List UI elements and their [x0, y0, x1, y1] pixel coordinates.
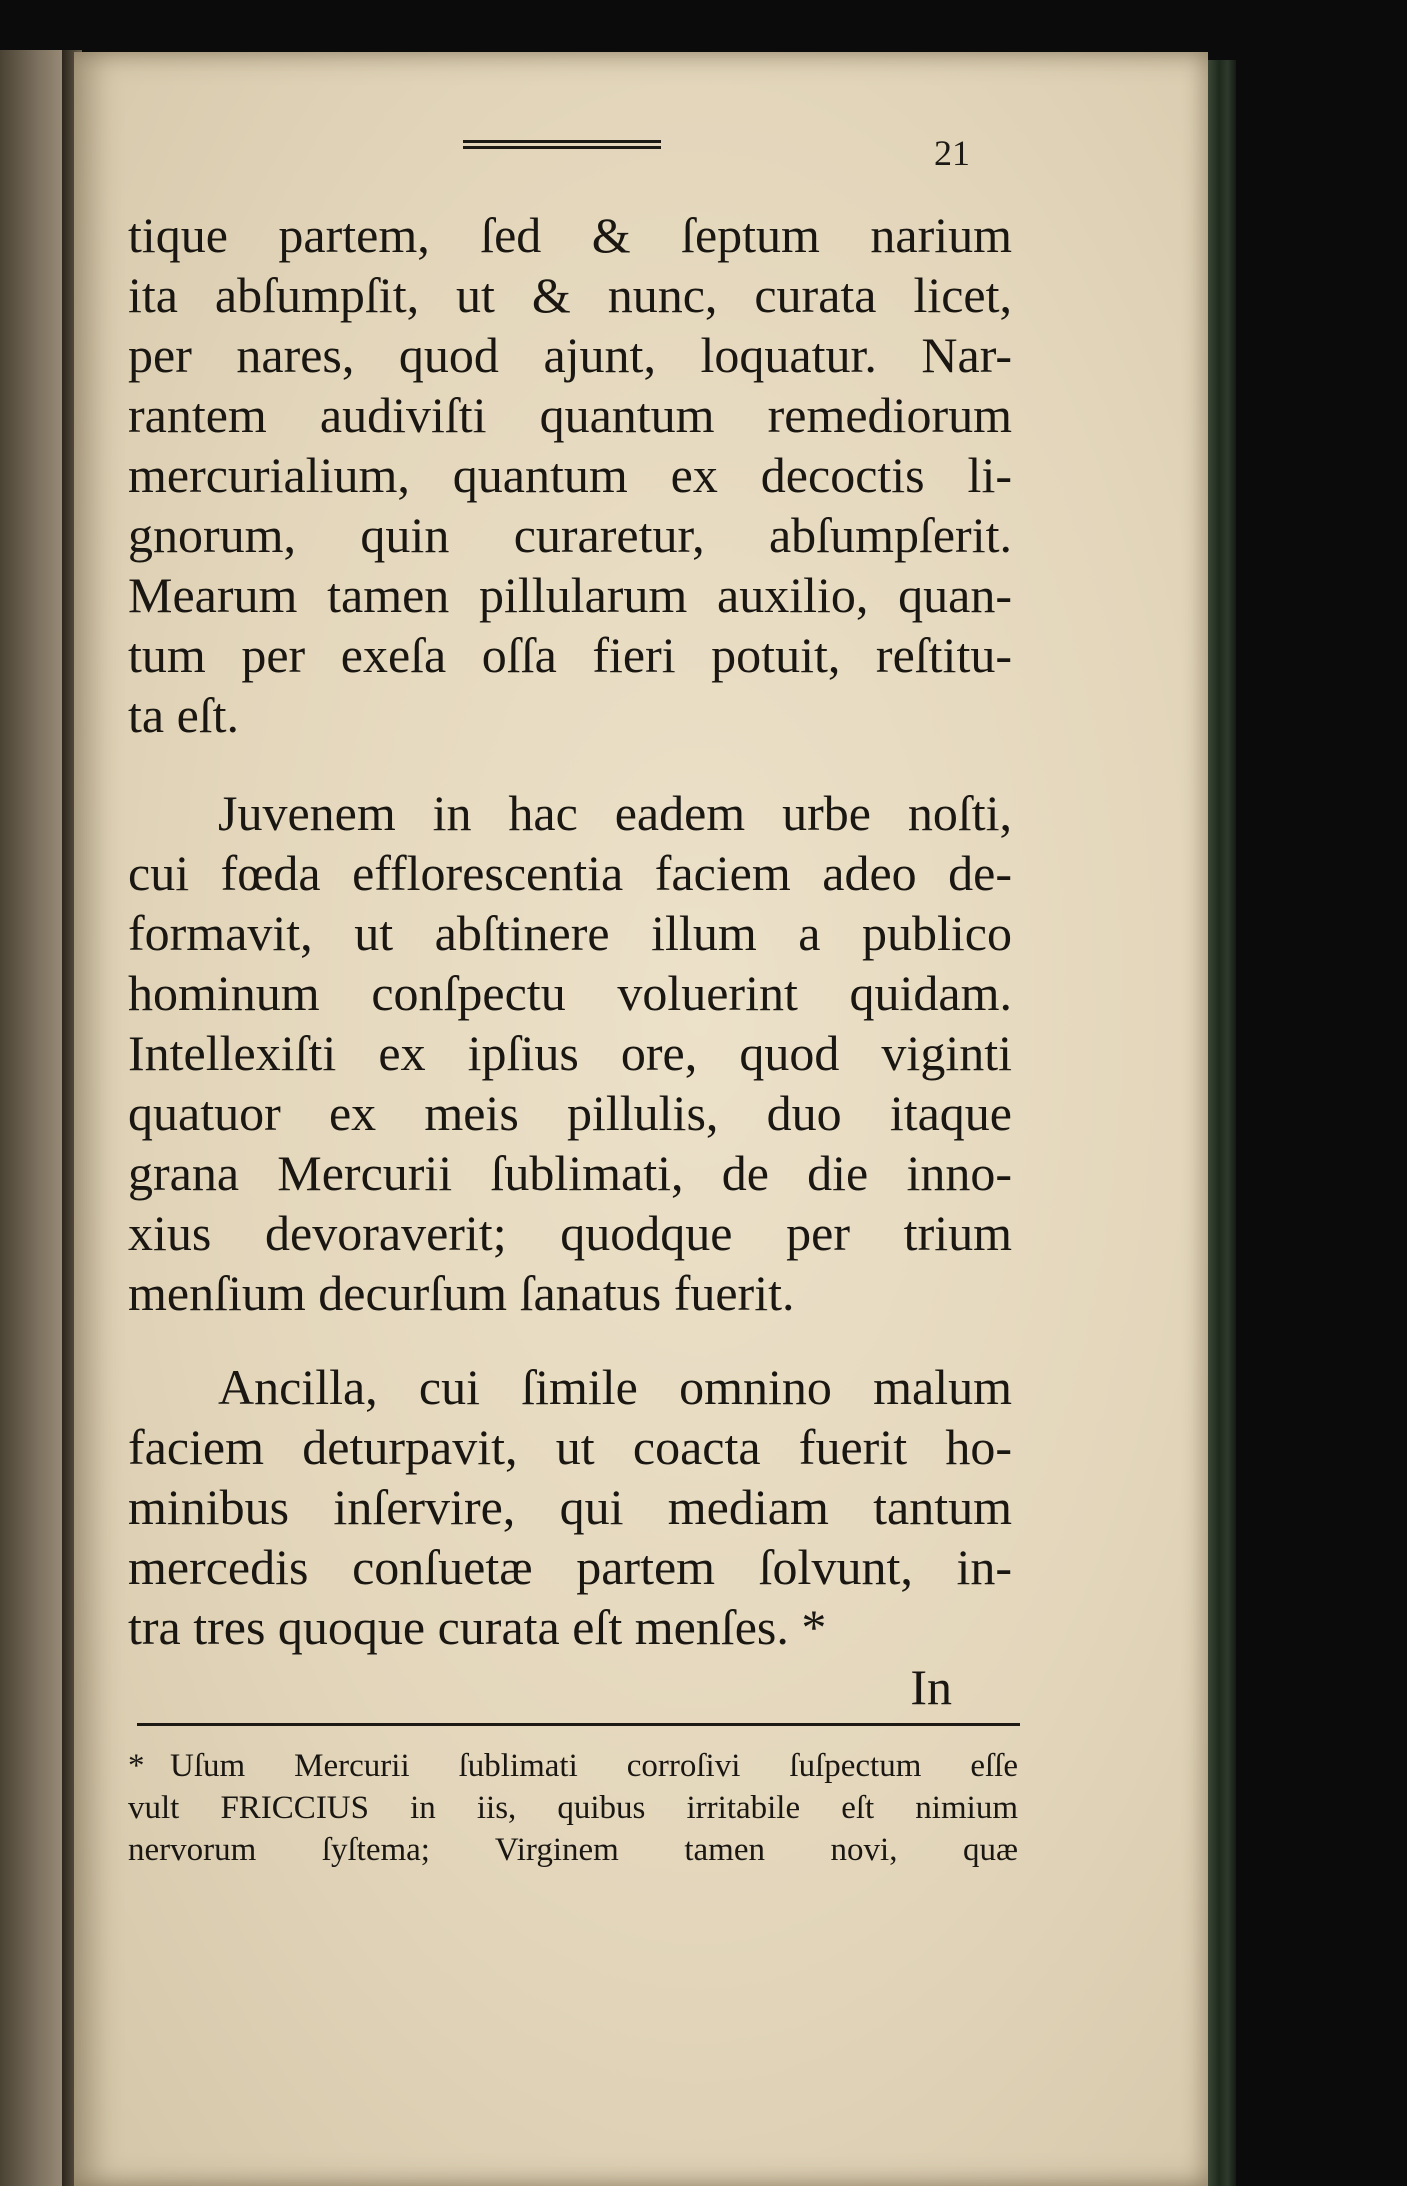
text-line: Intellexiſti ex ipſius ore, quod viginti [128, 1025, 1012, 1081]
text-line: minibus inſervire, qui mediam tantum [128, 1479, 1012, 1535]
text-line: mercurialium, quantum ex decoctis li- [128, 447, 1012, 503]
text-line: Mearum tamen pillularum auxilio, quan- [128, 567, 1012, 623]
text-line: quatuor ex meis pillulis, duo itaque [128, 1085, 1012, 1141]
text-line: grana Mercurii ſublimati, de die inno- [128, 1145, 1012, 1201]
paragraph-3 [128, 1357, 1012, 1717]
page-number: 21 [934, 133, 970, 173]
text-line: hominum conſpectu voluerint quidam. [128, 965, 1012, 1021]
paragraph-2 [128, 783, 1012, 1323]
text-line: faciem deturpavit, ut coacta fuerit ho- [128, 1419, 1012, 1475]
text-line: tra tres quoque curata eſt menſes. * [128, 1599, 827, 1655]
text-line: Ancilla, cui ſimile omnino malum [218, 1359, 1012, 1415]
text-line: ita abſumpſit, ut & nunc, curata licet, [128, 267, 1012, 323]
footnote-mark: * [128, 1748, 145, 1784]
footnote-rule [137, 1723, 1020, 1726]
footnote [128, 1745, 1018, 1871]
text-line: tum per exeſa oſſa fieri potuit, reſtitu- [128, 627, 1012, 683]
paragraph-1 [128, 205, 1012, 745]
facing-page-edge [0, 50, 70, 2186]
text-line: rantem audiviſti quantum remediorum [128, 387, 1012, 443]
text-line: Juvenem in hac eadem urbe noſti, [218, 785, 1012, 841]
text-line: tique partem, ſed & ſeptum narium [128, 207, 1012, 263]
text-line: per nares, quod ajunt, loquatur. Nar- [128, 327, 1012, 383]
header-rule [463, 140, 661, 152]
footnote-line: vult FRICCIUS in iis, quibus irritabile eſt nimium [128, 1790, 1018, 1826]
text-line: mercedis conſuetæ partem ſolvunt, in- [128, 1539, 1012, 1595]
catchword: In [910, 1659, 952, 1715]
page-edge-binding [1208, 60, 1236, 2186]
text-line: menſium decurſum ſanatus fuerit. [128, 1265, 795, 1321]
text-line: xius devoraverit; quodque per trium [128, 1205, 1012, 1261]
text-line: gnorum, quin curaretur, abſumpſerit. [128, 507, 1012, 563]
text-line: formavit, ut abſtinere illum a publico [128, 905, 1012, 961]
footnote-line: nervorum ſyſtema; Virginem tamen novi, quæ [128, 1832, 1018, 1868]
footnote-line: Uſum Mercurii ſublimati corroſivi ſuſpectum eſſe [170, 1748, 1018, 1784]
text-line: cui fœda efflorescentia faciem adeo de- [128, 845, 1012, 901]
text-line: ta eſt. [128, 687, 240, 743]
